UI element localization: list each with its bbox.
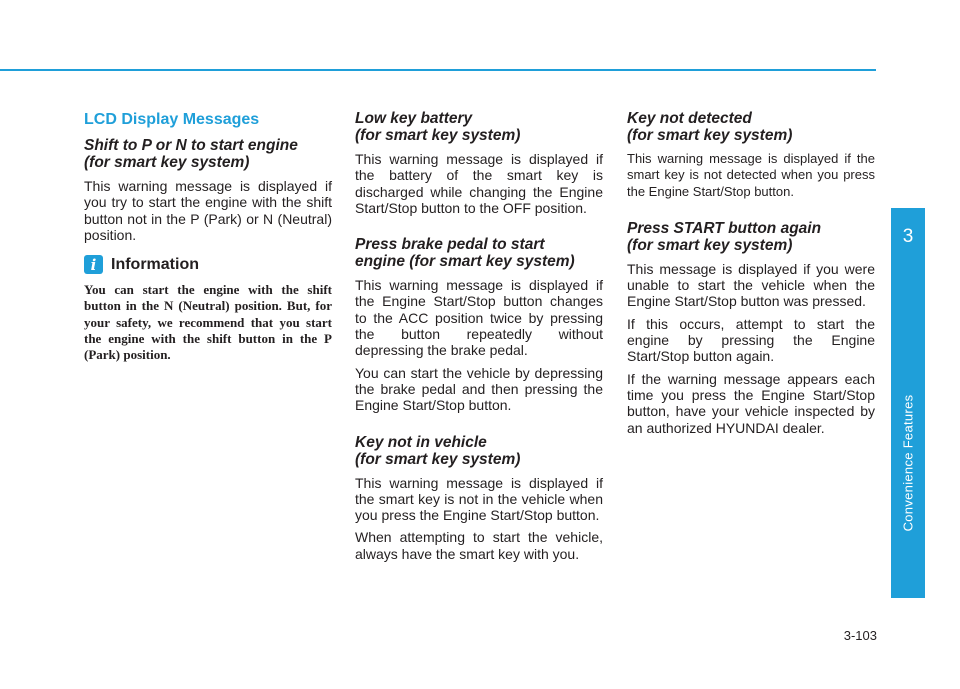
section-heading: LCD Display Messages — [84, 111, 260, 128]
body-paragraph: This warning message is displayed if the smart key is not detected when you press the Engine Start/Stop button. — [627, 151, 875, 199]
body-paragraph: This message is displayed if you were unable to start the vehicle when the Engine Start/Stop button was pressed. — [627, 260, 875, 310]
title-line: Low key battery — [355, 110, 473, 127]
subsection-title — [355, 110, 603, 144]
title-line: (for smart key system) — [84, 154, 250, 171]
subsection-title — [355, 236, 603, 270]
chapter-tab — [891, 208, 925, 598]
title-line: (for smart key system) — [627, 236, 793, 254]
title-line: (for smart key system) — [355, 450, 521, 468]
subsection-title — [355, 434, 603, 468]
page-number: 3-103 — [843, 628, 877, 643]
body-paragraph: If the warning message appears each time you press the Engine Start/Stop button, have your vehicle inspected by an authorized HYUNDAI dealer. — [627, 370, 875, 436]
chapter-title: Convenience Features — [900, 394, 916, 532]
subsection-title — [627, 110, 875, 144]
title-line: Key not detected — [627, 110, 752, 127]
column-left — [84, 110, 332, 364]
column-middle — [355, 110, 603, 568]
info-header — [84, 255, 332, 274]
body-paragraph: This warning message is displayed if the Engine Start/Stop button changes to the ACC position twice by pressing the button repeatedly without depressing the brake pedal. — [355, 277, 603, 359]
column-right — [627, 110, 875, 442]
subsection-title — [627, 220, 875, 254]
title-line: engine (for smart key system) — [355, 253, 575, 271]
title-line: Key not in vehicle — [355, 433, 487, 451]
title-line: (for smart key system) — [355, 127, 521, 144]
body-paragraph: This warning message is displayed if you try to start the engine with the shift button not in the P (Park) or N (Neutral) position. — [84, 178, 332, 243]
info-body: You can start the engine with the shift button in the N (Neutral) position. But, for your safety, we recommend that you start the engine with the shift button in the P (Park) position. — [84, 282, 332, 363]
body-paragraph: This warning message is displayed if the battery of the smart key is discharged while changing the Engine Start/Stop button to the OFF position. — [355, 151, 603, 216]
subsection-title — [84, 137, 332, 171]
body-paragraph: This warning message is displayed if the smart key is not in the vehicle when you press the Engine Start/Stop button. — [355, 474, 603, 524]
info-icon: i — [84, 255, 103, 274]
title-line: Press START button again — [627, 219, 822, 237]
top-rule — [0, 69, 876, 71]
body-paragraph: You can start the vehicle by depressing the brake pedal and then pressing the Engine Start/Stop button. — [355, 364, 603, 414]
chapter-number: 3 — [902, 226, 914, 247]
body-paragraph: If this occurs, attempt to start the engine by pressing the Engine Start/Stop button again. — [627, 315, 875, 365]
title-line: (for smart key system) — [627, 127, 793, 144]
title-line: Press brake pedal to start — [355, 236, 545, 254]
body-paragraph: When attempting to start the vehicle, always have the smart key with you. — [355, 529, 603, 562]
title-line: Shift to P or N to start engine — [84, 137, 298, 154]
info-title: Information — [111, 255, 199, 273]
